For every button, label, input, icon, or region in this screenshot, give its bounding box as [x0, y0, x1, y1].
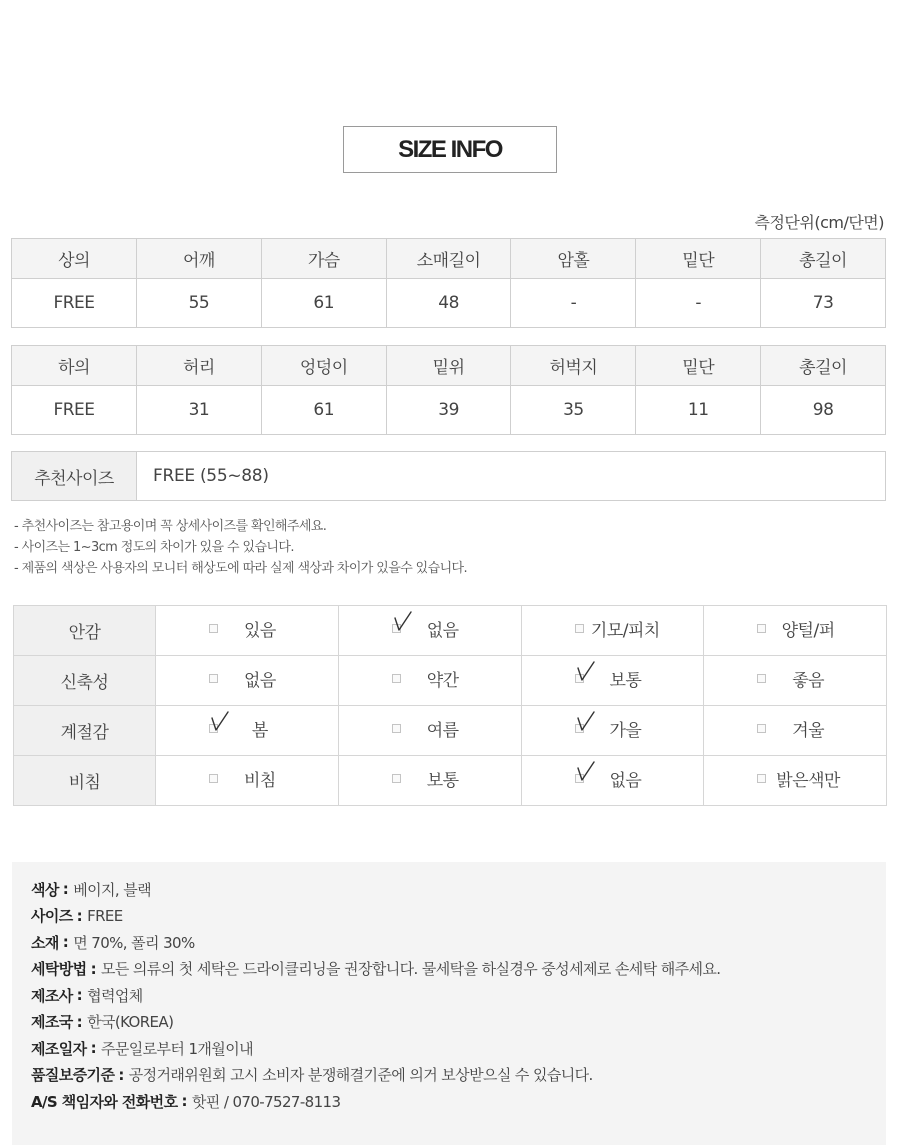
recommended-size-value: FREE (55~88) — [153, 466, 269, 486]
top-header-cell: 어깨 — [137, 239, 262, 279]
fabric-feature-table — [13, 605, 887, 806]
feature-option-label: 양털/퍼 — [781, 620, 835, 641]
top-header-cell: 상의 — [12, 239, 137, 279]
feature-option-wrap — [339, 604, 521, 653]
top-header-cell: 총길이 — [761, 239, 886, 279]
info-row — [31, 929, 886, 956]
feature-option-label: 비침 — [243, 770, 276, 791]
feature-option-wrap — [156, 604, 338, 653]
feature-option — [156, 606, 339, 656]
info-value: 협력업체 — [87, 986, 143, 1005]
info-value: 베이지, 블랙 — [73, 880, 151, 899]
info-key: 제조사 — [31, 986, 73, 1005]
feature-option — [521, 706, 704, 756]
info-key: 제조일자 — [31, 1039, 87, 1058]
feature-option — [704, 706, 887, 756]
info-row — [31, 1088, 886, 1115]
measurement-unit: 측정단위(cm/단면) — [754, 213, 884, 232]
info-value: 면 70%, 폴리 30% — [73, 933, 195, 952]
bottom-value-cell: 11 — [636, 386, 761, 435]
bottom-table-value-row — [12, 386, 886, 435]
feature-row — [14, 656, 887, 706]
top-value-cell: - — [511, 279, 636, 328]
note-line: - 추천사이즈는 참고용이며 꼭 상세사이즈를 확인해주세요. — [14, 519, 327, 534]
feature-option-label: 없음 — [609, 770, 642, 791]
bottom-header-cell: 총길이 — [761, 346, 886, 386]
feature-option-label: 밝은색만 — [776, 770, 840, 791]
feature-option-wrap — [704, 604, 886, 653]
info-key: A/S 책임자와 전화번호 — [31, 1092, 178, 1111]
feature-option-wrap — [522, 654, 704, 703]
info-key: 색상 — [31, 880, 59, 899]
size-notes — [14, 516, 467, 579]
feature-option-label: 기모/피치 — [590, 620, 660, 641]
info-separator: : — [62, 933, 69, 952]
info-key: 소재 — [31, 933, 59, 952]
bottom-value-cell: FREE — [12, 386, 137, 435]
feature-option-wrap — [156, 704, 338, 753]
feature-option-wrap — [156, 654, 338, 703]
feature-option-label: 좋음 — [792, 670, 825, 691]
info-key: 세탁방법 — [31, 960, 87, 979]
info-value: 한국(KOREA) — [87, 1013, 174, 1032]
info-row — [31, 876, 886, 903]
feature-option — [338, 706, 521, 756]
feature-option — [338, 606, 521, 656]
size-info-title: SIZE INFO — [343, 126, 557, 173]
info-row — [31, 1035, 886, 1062]
feature-option-wrap — [704, 654, 886, 703]
top-header-cell: 소매길이 — [386, 239, 511, 279]
feature-option — [156, 656, 339, 706]
bottom-header-cell: 밑위 — [386, 346, 511, 386]
feature-option — [338, 756, 521, 806]
feature-option-wrap — [522, 754, 704, 803]
bottom-size-table — [11, 345, 886, 435]
feature-option-label: 있음 — [243, 620, 276, 641]
bottom-value-cell: 31 — [137, 386, 262, 435]
info-key: 사이즈 — [31, 907, 73, 926]
bottom-value-cell: 61 — [261, 386, 386, 435]
top-table-header-row — [12, 239, 886, 279]
bottom-header-cell: 허리 — [137, 346, 262, 386]
feature-label: 비침 — [14, 756, 156, 806]
note-line: - 제품의 색상은 사용자의 모니터 해상도에 따라 실제 색상과 차이가 있을수 있습니다. — [14, 561, 468, 576]
recommended-size-row — [11, 451, 886, 501]
feature-label: 신축성 — [14, 656, 156, 706]
top-header-cell: 가슴 — [261, 239, 386, 279]
feature-option — [704, 656, 887, 706]
feature-option-wrap — [339, 754, 521, 803]
feature-option-label: 없음 — [243, 670, 276, 691]
bottom-header-cell: 엉덩이 — [261, 346, 386, 386]
bottom-value-cell: 39 — [386, 386, 511, 435]
info-row — [31, 1062, 886, 1089]
feature-option — [704, 606, 887, 656]
feature-label: 안감 — [14, 606, 156, 656]
feature-option-label: 약간 — [426, 670, 459, 691]
info-separator: : — [76, 906, 83, 925]
feature-option — [521, 606, 704, 656]
top-table-value-row — [12, 279, 886, 328]
bottom-header-cell: 하의 — [12, 346, 137, 386]
feature-option — [521, 656, 704, 706]
bottom-header-cell: 밑단 — [636, 346, 761, 386]
info-separator: : — [76, 986, 83, 1005]
top-value-cell: 61 — [261, 279, 386, 328]
info-value: 공정거래위원회 고시 소비자 분쟁해결기준에 의거 보상받으실 수 있습니다. — [128, 1066, 593, 1085]
bottom-table-header-row — [12, 346, 886, 386]
info-separator: : — [90, 1039, 96, 1058]
info-row — [31, 1009, 886, 1036]
feature-option-wrap — [522, 704, 704, 753]
top-value-cell: 73 — [761, 279, 886, 328]
top-header-cell: 암홀 — [511, 239, 636, 279]
feature-option-wrap — [339, 704, 521, 753]
top-value-cell: 55 — [137, 279, 262, 328]
feature-option-label: 여름 — [426, 720, 459, 741]
bottom-header-cell: 허벅지 — [511, 346, 636, 386]
recommended-size-label: 추천사이즈 — [12, 452, 137, 500]
bottom-value-cell: 35 — [511, 386, 636, 435]
feature-option — [156, 706, 339, 756]
top-header-cell: 밑단 — [636, 239, 761, 279]
info-value: 주문일로부터 1개월이내 — [100, 1039, 253, 1058]
info-key: 품질보증기준 — [31, 1066, 115, 1085]
feature-option-wrap — [704, 704, 886, 753]
info-separator: : — [181, 1092, 187, 1111]
feature-option — [156, 756, 339, 806]
info-separator: : — [90, 959, 96, 978]
info-separator: : — [62, 880, 69, 899]
feature-option-label: 보통 — [609, 670, 642, 691]
product-info-box — [12, 862, 886, 1145]
feature-option-wrap — [522, 604, 704, 653]
info-value: 모든 의류의 첫 세탁은 드라이클리닝을 권장합니다. 물세탁을 하실경우 중성세제로 손세탁 해주세요. — [100, 960, 721, 979]
feature-row — [14, 756, 887, 806]
info-row — [31, 982, 886, 1009]
feature-option-label: 겨울 — [792, 720, 825, 741]
info-value: 핫핀 / 070-7527-8113 — [191, 1092, 341, 1111]
feature-option-label: 가을 — [609, 720, 642, 741]
feature-option-wrap — [156, 754, 338, 803]
info-row — [31, 956, 886, 983]
feature-row — [14, 706, 887, 756]
feature-option — [338, 656, 521, 706]
top-size-table — [11, 238, 886, 328]
note-line: - 사이즈는 1~3cm 정도의 차이가 있을 수 있습니다. — [14, 540, 294, 555]
feature-option — [521, 756, 704, 806]
feature-option-wrap — [339, 654, 521, 703]
feature-option-label: 없음 — [426, 620, 459, 641]
feature-option-label: 보통 — [426, 770, 459, 791]
top-value-cell: 48 — [386, 279, 511, 328]
info-key: 제조국 — [31, 1013, 73, 1032]
info-value: FREE — [87, 906, 123, 925]
feature-row — [14, 606, 887, 656]
info-separator: : — [118, 1065, 124, 1084]
top-value-cell: - — [636, 279, 761, 328]
info-row — [31, 903, 886, 930]
top-value-cell: FREE — [12, 279, 137, 328]
feature-label: 계절감 — [14, 706, 156, 756]
bottom-value-cell: 98 — [761, 386, 886, 435]
feature-option-label: 봄 — [251, 720, 268, 741]
feature-option-wrap — [704, 754, 886, 803]
info-separator: : — [76, 1012, 83, 1031]
feature-option — [704, 756, 887, 806]
